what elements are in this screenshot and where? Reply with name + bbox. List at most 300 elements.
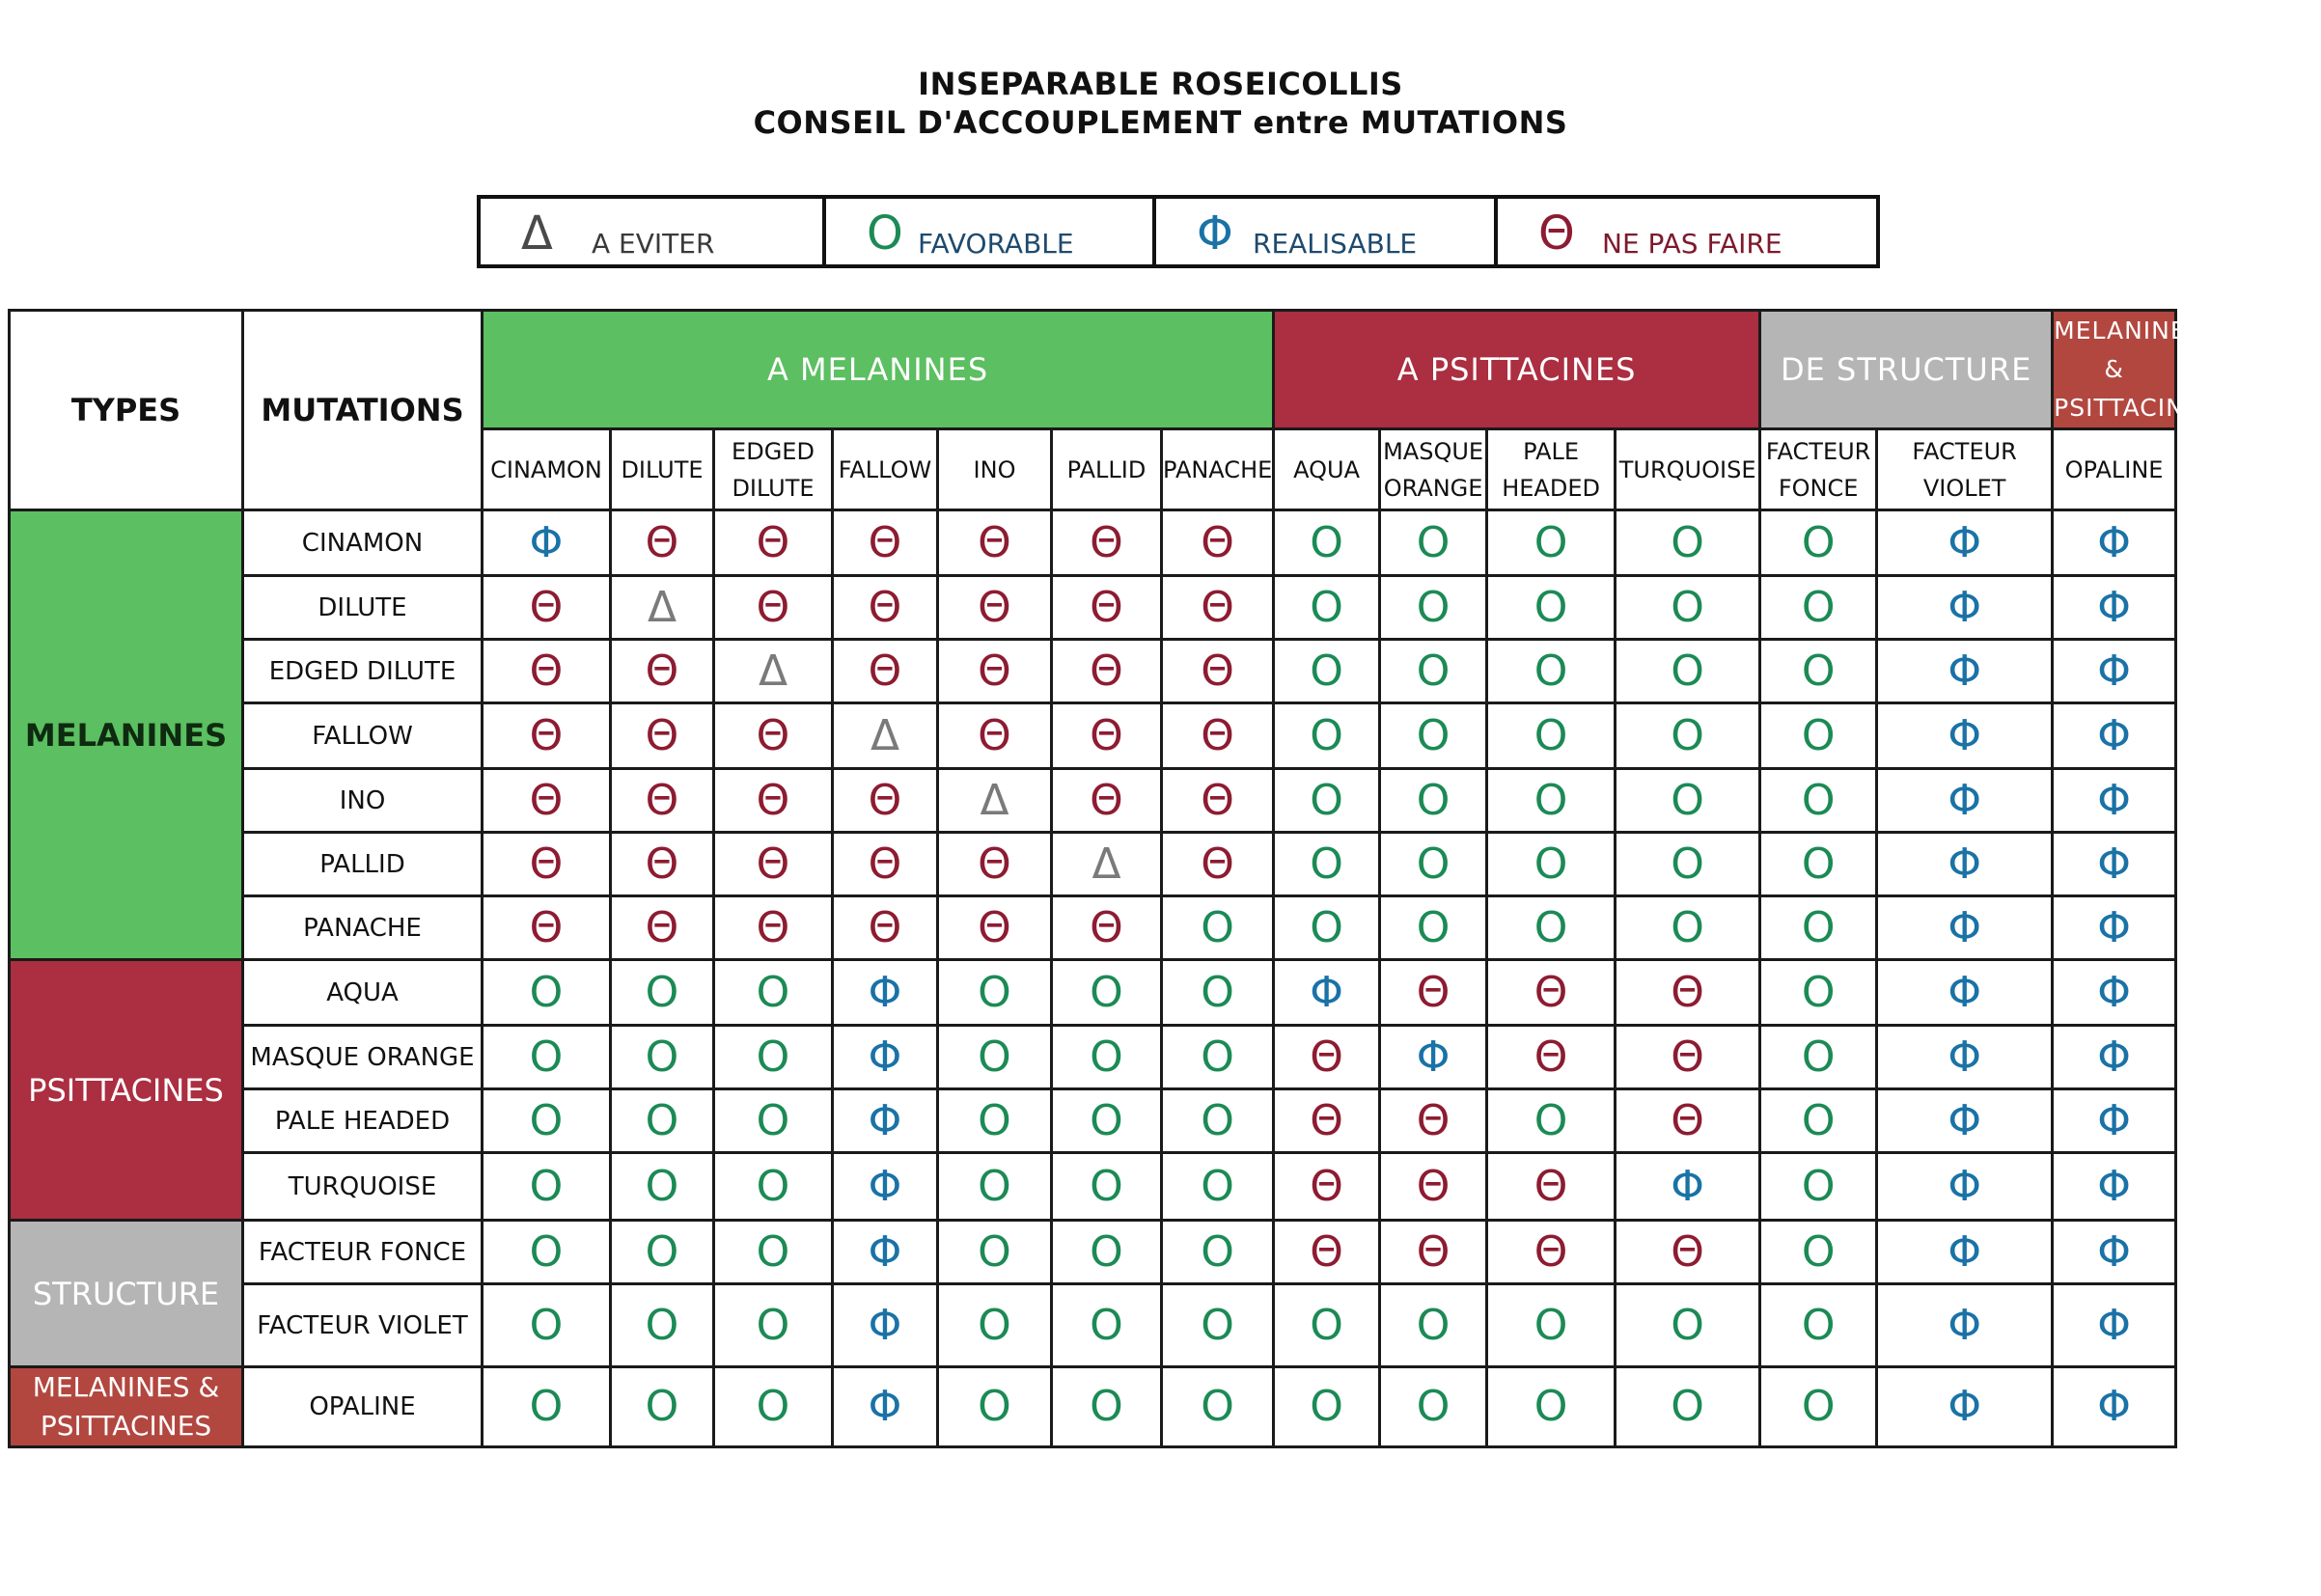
table-cell [1380,510,1487,576]
row-header-pale-headed: PALE HEADED [243,1089,483,1153]
row-header-fallow: FALLOW [243,703,483,769]
compatibility-symbol-icon: O [1201,1161,1234,1211]
compatibility-symbol-icon: Φ [868,1300,902,1350]
compatibility-symbol-icon: Φ [2097,1161,2131,1211]
compatibility-symbol-icon: O [1801,1382,1836,1431]
compatibility-symbol-icon: Φ [1948,839,1981,889]
mutation-compatibility-table [8,309,2218,1448]
compatibility-symbol-icon: Θ [1310,1161,1343,1211]
table-cell [2053,896,2176,960]
table-cell [483,833,611,896]
table-cell [714,703,833,769]
compatibility-symbol-icon: O [1671,646,1704,696]
compatibility-symbol-icon: O [1534,839,1568,889]
types-header: TYPES [10,311,243,510]
compatibility-symbol-icon: Φ [1948,582,1981,632]
compatibility-symbol-icon: O [1534,646,1568,696]
compatibility-symbol-icon: Θ [1090,582,1123,632]
compatibility-symbol-icon: O [1801,839,1836,889]
compatibility-symbol-icon: Θ [1534,1161,1568,1211]
compatibility-symbol-icon: O [1090,1382,1123,1431]
compatibility-symbol-icon: O [1534,710,1568,760]
compatibility-symbol-icon: O [1201,1095,1234,1145]
table-cell [833,510,938,576]
compatibility-symbol-icon: Θ [756,839,790,889]
row-group-melanines-and-psittacines: MELANINES & PSITTACINES [10,1367,243,1447]
compatibility-symbol-icon: Φ [529,517,564,567]
table-row [10,769,2176,833]
table-cell [1760,833,1877,896]
table-cell [2053,1026,2176,1089]
table-cell [2053,1284,2176,1367]
compatibility-symbol-icon: O [1801,902,1836,952]
compatibility-symbol-icon: Θ [1671,967,1704,1017]
table-cell [833,896,938,960]
row-header-masque-orange: MASQUE ORANGE [243,1026,483,1089]
table-cell [1616,1153,1760,1221]
column-group-melanines-and-psittacines: MELANINES & PSITTACINES [2053,311,2176,429]
compatibility-symbol-icon: Φ [868,967,902,1017]
table-cell [1380,1284,1487,1367]
compatibility-symbol-icon: Θ [978,517,1011,567]
compatibility-symbol-icon: Θ [1090,646,1123,696]
table-cell [1162,1026,1274,1089]
table-cell [1487,576,1616,640]
table-cell [833,1367,938,1447]
table-cell [1760,640,1877,703]
compatibility-symbol-icon: O [1416,775,1451,825]
table-row [10,1026,2176,1089]
compatibility-symbol-icon: Θ [1534,1226,1568,1277]
compatibility-symbol-icon: O [1310,839,1343,889]
table-cell [1052,896,1162,960]
table-cell [714,960,833,1026]
compatibility-symbol-icon: Φ [1671,1161,1704,1211]
compatibility-symbol-icon: O [1671,710,1704,760]
row-header-edged-dilute: EDGED DILUTE [243,640,483,703]
table-cell [1760,896,1877,960]
table-cell [1274,960,1380,1026]
compatibility-symbol-icon: O [529,967,564,1017]
table-cell [1052,1153,1162,1221]
legend-a-eviter-symbol-icon: Δ [521,206,553,261]
compatibility-symbol-icon: Θ [868,775,902,825]
compatibility-symbol-icon: Θ [529,775,564,825]
compatibility-symbol-icon: Φ [1948,646,1981,696]
column-header-fallow: FALLOW [833,429,938,510]
table-cell [1616,1367,1760,1447]
compatibility-symbol-icon: O [1534,517,1568,567]
compatibility-symbol-icon: Θ [978,839,1011,889]
column-header-cinamon: CINAMON [483,429,611,510]
table-cell [1877,1089,2053,1153]
compatibility-symbol-icon: O [1310,646,1343,696]
table-cell [1760,1026,1877,1089]
table-cell [1380,703,1487,769]
legend-realisable-symbol-icon: Φ [1197,206,1233,261]
compatibility-symbol-icon: O [1671,1382,1704,1431]
compatibility-symbol-icon: Θ [1416,1161,1451,1211]
table-cell [938,1026,1052,1089]
table-cell [1162,640,1274,703]
table-cell [611,1221,714,1284]
table-cell [1052,1089,1162,1153]
compatibility-symbol-icon: Δ [758,646,788,696]
table-cell [1616,833,1760,896]
compatibility-symbol-icon: Θ [868,902,902,952]
compatibility-symbol-icon: Θ [1671,1226,1704,1277]
table-cell [2053,640,2176,703]
compatibility-symbol-icon: Θ [756,902,790,952]
table-cell [1380,896,1487,960]
table-row [10,1153,2176,1221]
compatibility-symbol-icon: Φ [1948,1032,1981,1082]
compatibility-symbol-icon: O [1201,902,1234,952]
table-cell [1162,960,1274,1026]
compatibility-symbol-icon: O [1801,1161,1836,1211]
table-cell [611,1284,714,1367]
compatibility-symbol-icon: Φ [868,1161,902,1211]
table-cell [938,960,1052,1026]
table-cell [1877,1221,2053,1284]
compatibility-symbol-icon: Θ [1201,710,1234,760]
compatibility-symbol-icon: Θ [868,646,902,696]
table-cell [1487,510,1616,576]
compatibility-symbol-icon: O [1201,1300,1234,1350]
compatibility-symbol-icon: Φ [2097,582,2131,632]
compatibility-symbol-icon: O [645,1032,679,1082]
row-header-pallid: PALLID [243,833,483,896]
compatibility-symbol-icon: O [1671,582,1704,632]
row-group-structure: STRUCTURE [10,1221,243,1367]
compatibility-symbol-icon: Θ [1416,1095,1451,1145]
table-cell [611,896,714,960]
compatibility-symbol-icon: Φ [2097,710,2131,760]
compatibility-symbol-icon: Φ [1416,1032,1451,1082]
table-cell [938,640,1052,703]
table-cell [938,769,1052,833]
table-cell [1616,510,1760,576]
table-cell [1487,1367,1616,1447]
compatibility-symbol-icon: Θ [645,775,679,825]
table-cell [833,703,938,769]
compatibility-symbol-icon: Φ [1948,1226,1981,1277]
compatibility-symbol-icon: Φ [1310,967,1343,1017]
table-cell [1616,896,1760,960]
compatibility-symbol-icon: O [756,1161,790,1211]
table-cell [1616,1221,1760,1284]
compatibility-symbol-icon: Δ [980,775,1009,825]
compatibility-symbol-icon: O [1671,902,1704,952]
table-cell [1274,703,1380,769]
compatibility-symbol-icon: Θ [1671,1095,1704,1145]
column-header-turquoise: TURQUOISE [1616,429,1760,510]
compatibility-symbol-icon: O [1090,1032,1123,1082]
table-cell [2053,1221,2176,1284]
compatibility-symbol-icon: O [1310,902,1343,952]
compatibility-symbol-icon: O [1801,710,1836,760]
compatibility-symbol-icon: O [1310,1382,1343,1431]
table-cell [1162,510,1274,576]
compatibility-symbol-icon: Θ [529,582,564,632]
table-cell [1274,833,1380,896]
legend-item-realisable [1156,199,1498,264]
legend-a-eviter-label: A EVITER [592,228,715,260]
table-cell [1877,1367,2053,1447]
compatibility-symbol-icon: O [1416,646,1451,696]
table-row [10,703,2176,769]
compatibility-symbol-icon: Φ [1948,902,1981,952]
table-cell [1877,1026,2053,1089]
table-cell [1380,833,1487,896]
compatibility-symbol-icon: Θ [978,902,1011,952]
compatibility-symbol-icon: Θ [1310,1226,1343,1277]
table-cell [483,1026,611,1089]
table-cell [1052,1367,1162,1447]
compatibility-symbol-icon: Θ [868,517,902,567]
table-cell [938,1089,1052,1153]
table-cell [938,510,1052,576]
compatibility-symbol-icon: O [756,1095,790,1145]
compatibility-symbol-icon: Φ [1948,967,1981,1017]
compatibility-symbol-icon: O [1201,1032,1234,1082]
compatibility-symbol-icon: O [1801,1226,1836,1277]
row-header-facteur-fonce: FACTEUR FONCE [243,1221,483,1284]
legend-ne-pas-faire-symbol-icon: Θ [1538,206,1575,261]
compatibility-symbol-icon: Φ [868,1032,902,1082]
compatibility-symbol-icon: O [978,1300,1011,1350]
compatibility-symbol-icon: Φ [2097,967,2131,1017]
table-row [10,576,2176,640]
table-cell [1162,1089,1274,1153]
legend-realisable-label: REALISABLE [1253,228,1418,260]
table-cell [2053,1089,2176,1153]
column-header-ino: INO [938,429,1052,510]
compatibility-symbol-icon: O [1801,1300,1836,1350]
table-cell [1380,640,1487,703]
table-cell [714,510,833,576]
table-cell [833,640,938,703]
table-cell [1162,833,1274,896]
table-cell [938,833,1052,896]
table-cell [938,576,1052,640]
header-row-groups [10,311,2176,429]
table-cell [1274,769,1380,833]
table-cell [714,896,833,960]
table-cell [1274,640,1380,703]
compatibility-symbol-icon: O [756,967,790,1017]
table-cell [1487,960,1616,1026]
page-title: INSEPARABLE ROSEICOLLIS [918,66,1403,102]
table-cell [1380,1026,1487,1089]
table-cell [1877,703,2053,769]
compatibility-symbol-icon: Φ [2097,902,2131,952]
page-subtitle: CONSEIL D'ACCOUPLEMENT entre MUTATIONS [753,104,1568,141]
compatibility-symbol-icon: O [1201,1382,1234,1431]
compatibility-symbol-icon: O [1534,902,1568,952]
compatibility-symbol-icon: O [978,967,1011,1017]
compatibility-symbol-icon: O [529,1161,564,1211]
compatibility-symbol-icon: O [645,967,679,1017]
table-row [10,833,2176,896]
table-cell [938,1153,1052,1221]
table-cell [1760,510,1877,576]
compatibility-symbol-icon: O [529,1032,564,1082]
compatibility-symbol-icon: O [1201,1226,1234,1277]
compatibility-symbol-icon: O [1671,1300,1704,1350]
compatibility-symbol-icon: O [1310,1300,1343,1350]
compatibility-symbol-icon: Θ [978,646,1011,696]
table-cell [611,833,714,896]
compatibility-symbol-icon: O [1310,710,1343,760]
table-cell [483,703,611,769]
compatibility-symbol-icon: Θ [645,646,679,696]
table-cell [1380,1221,1487,1284]
table-row [10,896,2176,960]
table-cell [1616,576,1760,640]
compatibility-symbol-icon: O [645,1300,679,1350]
table-cell [1380,1153,1487,1221]
table-cell [1052,703,1162,769]
table-cell [611,1367,714,1447]
compatibility-symbol-icon: O [1090,1095,1123,1145]
row-header-panache: PANACHE [243,896,483,960]
table-cell [1380,1089,1487,1153]
table-row [10,1284,2176,1367]
table-cell [1052,1284,1162,1367]
table-cell [1616,960,1760,1026]
table-cell [611,1026,714,1089]
column-header-pale-headed: PALE HEADED [1487,429,1616,510]
table-cell [833,960,938,1026]
table-row [10,640,2176,703]
compatibility-symbol-icon: O [529,1300,564,1350]
table-cell [714,769,833,833]
table-cell [833,769,938,833]
table-cell [1877,833,2053,896]
compatibility-symbol-icon: O [1671,839,1704,889]
compatibility-symbol-icon: O [1416,902,1451,952]
table-cell [1274,896,1380,960]
compatibility-symbol-icon: Φ [2097,1226,2131,1277]
table-cell [1487,1221,1616,1284]
compatibility-symbol-icon: O [645,1095,679,1145]
table-cell [938,896,1052,960]
compatibility-symbol-icon: Θ [1090,710,1123,760]
table-cell [1616,769,1760,833]
table-cell [714,1221,833,1284]
compatibility-symbol-icon: O [1801,1032,1836,1082]
compatibility-symbol-icon: Φ [1948,1300,1981,1350]
table-cell [611,640,714,703]
compatibility-symbol-icon: O [978,1032,1011,1082]
column-group-a-psittacines: A PSITTACINES [1274,311,1760,429]
compatibility-symbol-icon: Φ [1948,1161,1981,1211]
compatibility-symbol-icon: Θ [1671,1032,1704,1082]
compatibility-symbol-icon: Θ [529,646,564,696]
row-header-ino: INO [243,769,483,833]
table-cell [2053,510,2176,576]
table-cell [1487,1153,1616,1221]
table-cell [1760,576,1877,640]
legend-item-a-eviter [481,199,826,264]
compatibility-symbol-icon: Φ [2097,517,2131,567]
table-cell [1487,1026,1616,1089]
table-cell [833,1026,938,1089]
compatibility-symbol-icon: O [1416,517,1451,567]
compatibility-symbol-icon: O [1534,775,1568,825]
table-cell [1760,703,1877,769]
table-cell [611,769,714,833]
table-cell [483,960,611,1026]
legend [477,195,1880,268]
compatibility-symbol-icon: Θ [1310,1032,1343,1082]
column-header-opaline: OPALINE [2053,429,2176,510]
table-cell [714,833,833,896]
table-cell [1487,769,1616,833]
compatibility-symbol-icon: O [1090,1300,1123,1350]
table-cell [611,1089,714,1153]
compatibility-symbol-icon: Θ [1416,1226,1451,1277]
compatibility-symbol-icon: O [1801,646,1836,696]
compatibility-symbol-icon: O [645,1382,679,1431]
table-cell [1162,576,1274,640]
compatibility-symbol-icon: O [1090,967,1123,1017]
table-cell [1274,1089,1380,1153]
table-cell [1052,1026,1162,1089]
compatibility-symbol-icon: Φ [868,1095,902,1145]
table-cell [1274,1221,1380,1284]
table-row [10,510,2176,576]
table-cell [833,1284,938,1367]
table-cell [1162,1221,1274,1284]
compatibility-symbol-icon: O [1310,582,1343,632]
table-cell [1760,960,1877,1026]
table-cell [483,510,611,576]
compatibility-symbol-icon: O [978,1161,1011,1211]
compatibility-symbol-icon: Θ [1090,902,1123,952]
table-cell [1877,960,2053,1026]
table-cell [483,1221,611,1284]
table-cell [714,1153,833,1221]
table-cell [1616,703,1760,769]
table-cell [1877,1153,2053,1221]
compatibility-symbol-icon: Θ [1310,1095,1343,1145]
table-cell [611,1153,714,1221]
column-header-aqua: AQUA [1274,429,1380,510]
table-cell [1052,769,1162,833]
table-cell [1877,1284,2053,1367]
compatibility-symbol-icon: Θ [868,582,902,632]
compatibility-symbol-icon: Φ [868,1226,902,1277]
compatibility-symbol-icon: O [756,1032,790,1082]
compatibility-symbol-icon: O [1801,775,1836,825]
compatibility-symbol-icon: Θ [1201,775,1234,825]
compatibility-symbol-icon: Θ [1201,646,1234,696]
table-cell [833,1089,938,1153]
table-cell [1052,576,1162,640]
compatibility-symbol-icon: Θ [645,517,679,567]
table-cell [2053,576,2176,640]
row-header-opaline: OPALINE [243,1367,483,1447]
table-cell [1052,510,1162,576]
table-cell [483,896,611,960]
compatibility-symbol-icon: Δ [870,710,900,760]
legend-favorable-symbol-icon: O [867,206,903,261]
table-cell [1487,703,1616,769]
compatibility-symbol-icon: O [1671,517,1704,567]
table-cell [1052,833,1162,896]
